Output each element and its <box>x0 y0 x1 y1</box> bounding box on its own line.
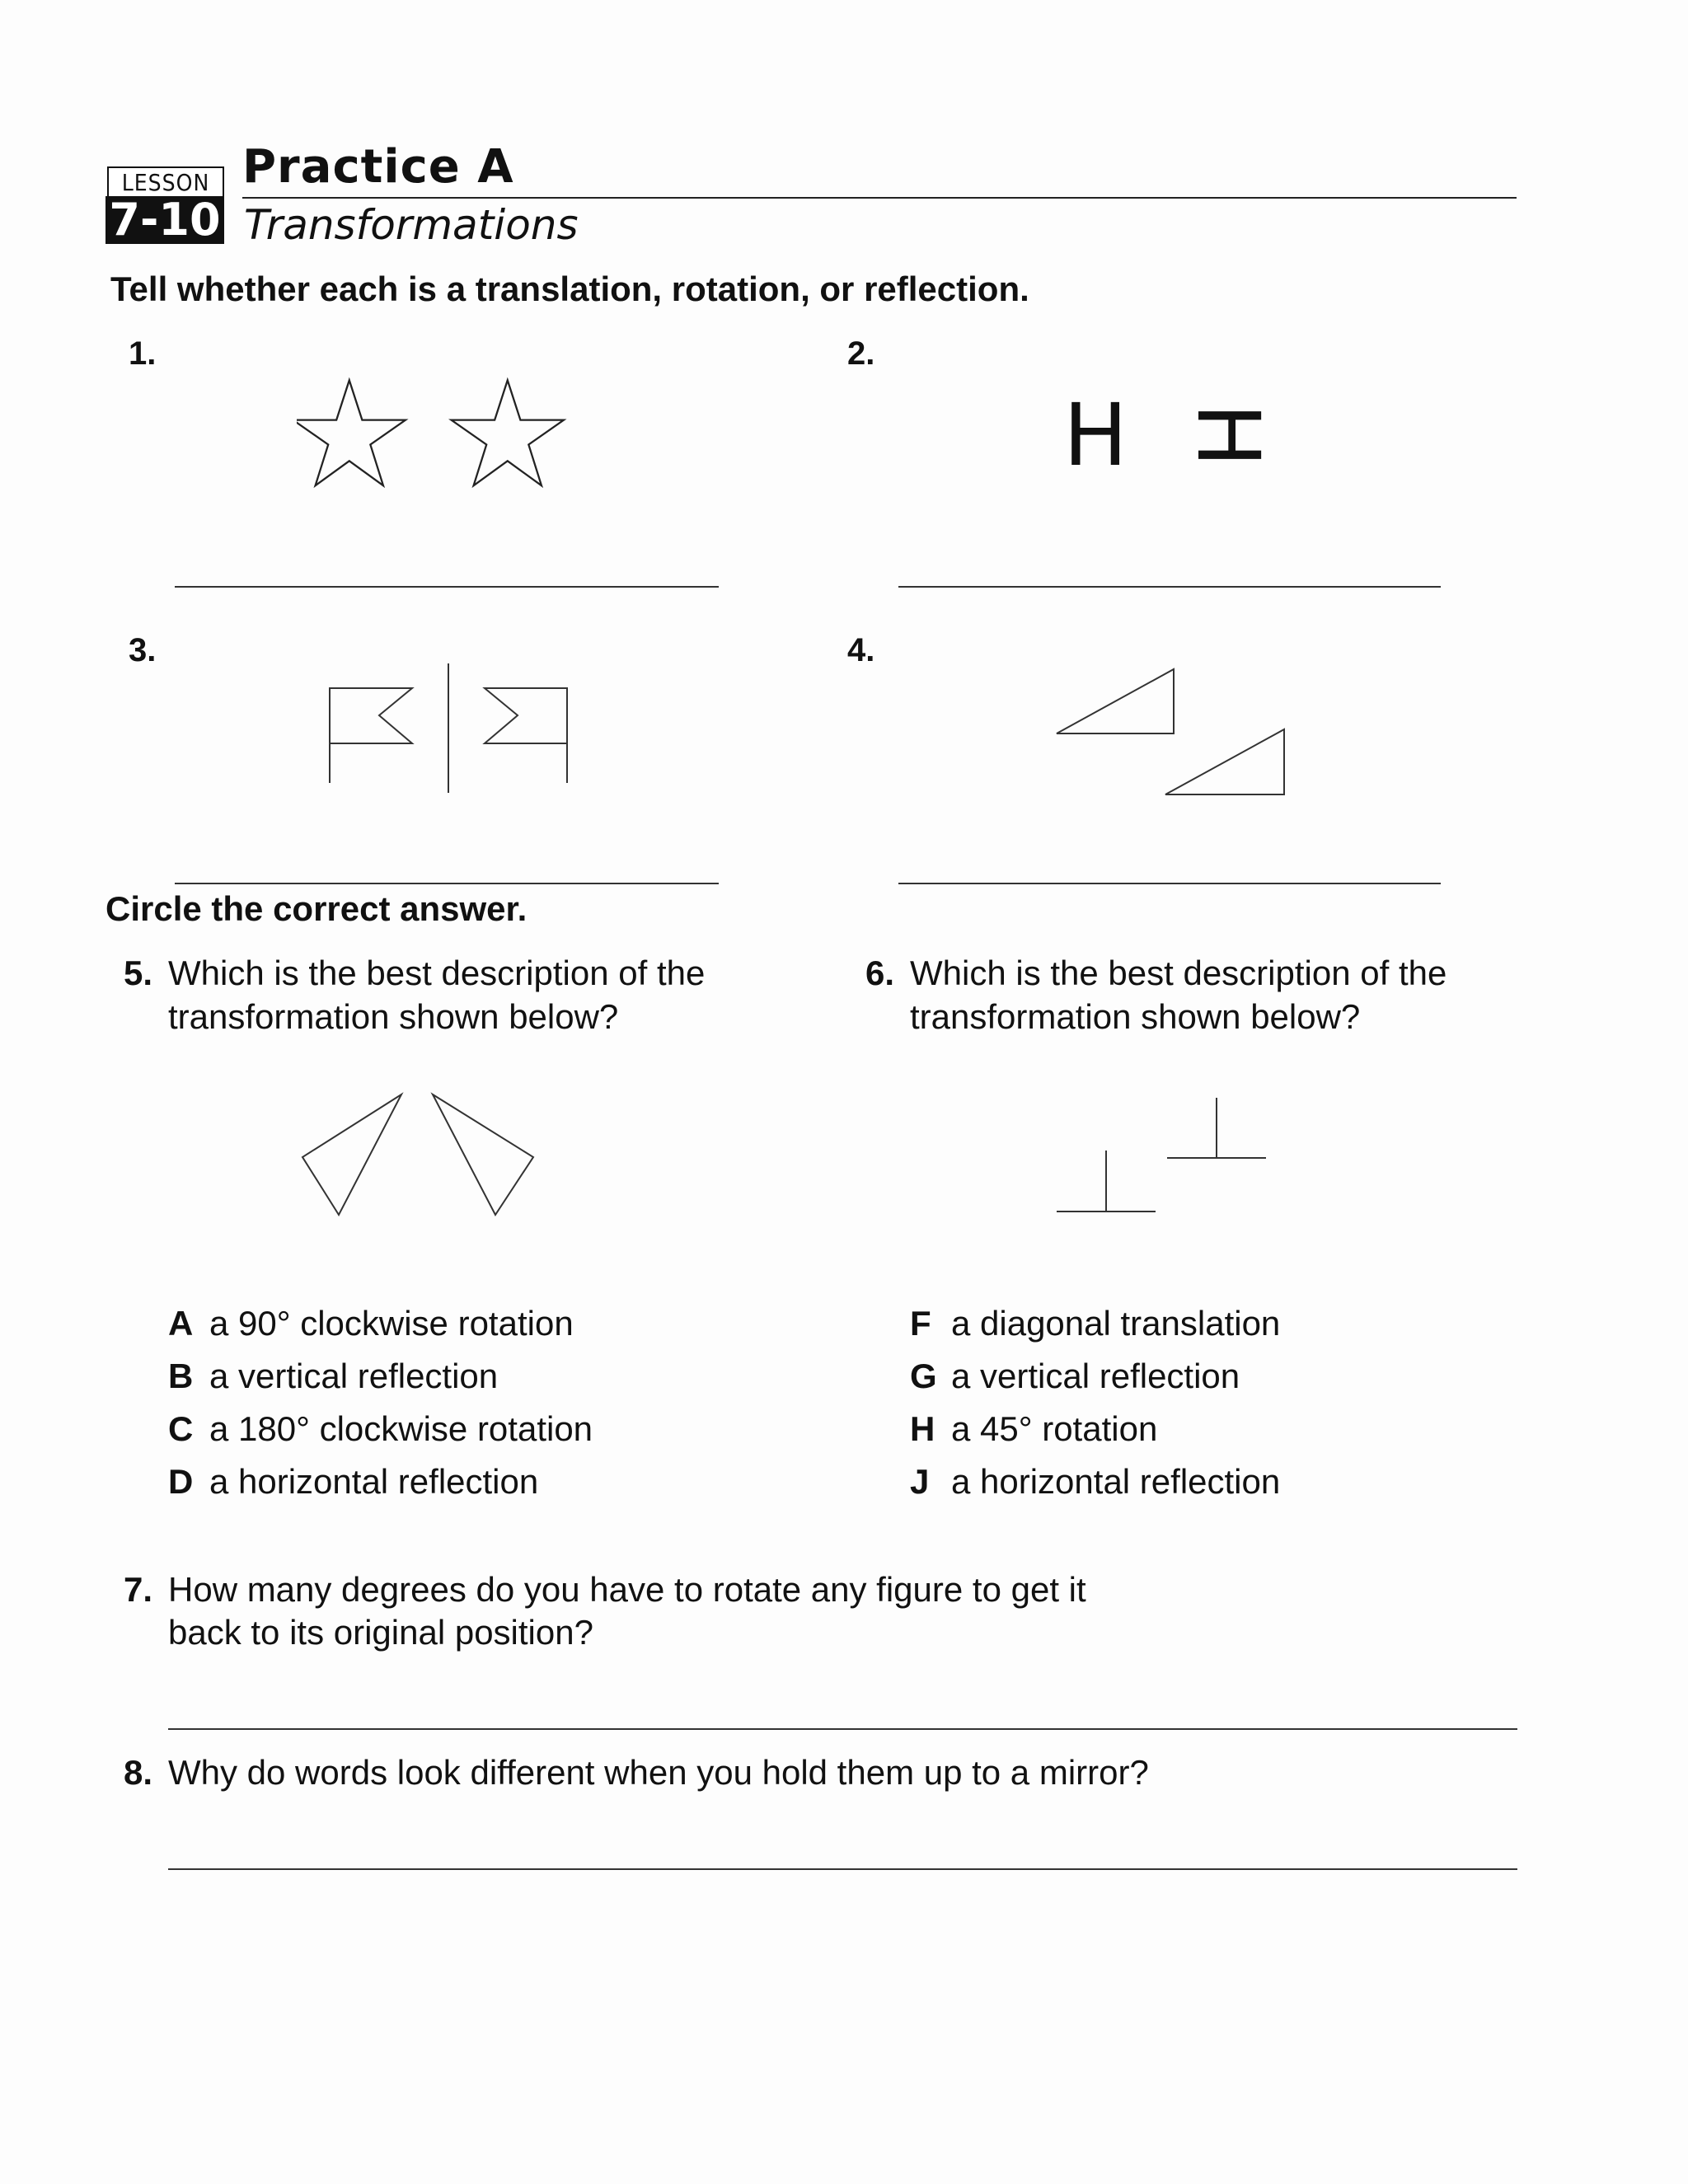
triangle-image <box>1165 729 1284 794</box>
q6-figure-image <box>1167 1098 1266 1158</box>
page-title: Practice A <box>242 140 514 194</box>
letter-h-rotated: H <box>1178 402 1278 468</box>
q6-choice-h[interactable] <box>910 1408 1157 1451</box>
q6-choice-f-letter: F <box>910 1304 931 1343</box>
question-5-line1: Which is the best description of the <box>168 954 706 992</box>
q5-triangle-right <box>433 1094 533 1215</box>
q6-choice-g[interactable] <box>910 1355 1240 1398</box>
question-6-number: 6. <box>865 954 895 992</box>
question-8-number: 8. <box>124 1753 153 1792</box>
section2-instruction: Circle the correct answer. <box>106 889 528 928</box>
flag-reflection-figure <box>321 659 577 799</box>
star-right <box>452 380 564 485</box>
q5-choice-b[interactable] <box>168 1355 498 1398</box>
section1-instruction: Tell whether each is a translation, rotation, or reflection. <box>110 269 1029 308</box>
problem-1-number: 1. <box>129 335 157 372</box>
question-6 <box>865 951 894 995</box>
q6-choice-g-letter: G <box>910 1357 937 1395</box>
question-5-number: 5. <box>124 954 153 992</box>
question-8-line1: Why do words look different when you hold them up to a mirror? <box>168 1753 1149 1792</box>
question-7-number: 7. <box>124 1570 153 1609</box>
star-translation-figure <box>297 371 593 494</box>
answer-line-7[interactable] <box>168 1728 1517 1730</box>
q6-choice-h-text: a 45° rotation <box>951 1409 1158 1448</box>
problem-2-number: 2. <box>847 335 875 372</box>
question-6-line1: Which is the best description of the <box>910 954 1447 992</box>
problem-4-number: 4. <box>847 632 875 668</box>
q5-triangle-left <box>302 1094 401 1215</box>
q5-choice-a-text: a 90° clockwise rotation <box>209 1304 574 1343</box>
q6-choice-g-text: a vertical reflection <box>951 1357 1240 1395</box>
q5-choice-c-text: a 180° clockwise rotation <box>209 1409 593 1448</box>
answer-line-4[interactable] <box>898 883 1441 884</box>
lesson-label: LESSON <box>107 166 224 199</box>
page-subtitle: Transformations <box>244 201 579 249</box>
problem-3-number: 3. <box>129 632 157 668</box>
question-6-line2: transformation shown below? <box>910 997 1361 1036</box>
q6-choice-j-letter: J <box>910 1462 930 1501</box>
q6-figure-original <box>1057 1151 1156 1212</box>
q5-choice-c-letter: C <box>168 1409 194 1448</box>
flag-right <box>485 688 567 783</box>
triangle-original <box>1057 669 1174 733</box>
triangle-translation-figure <box>1047 659 1294 808</box>
question-8 <box>124 1750 152 1794</box>
q6-choice-f-text: a diagonal translation <box>951 1304 1281 1343</box>
q5-choice-d-letter: D <box>168 1462 194 1501</box>
q5-triangles-figure <box>293 1088 540 1220</box>
question-7-line1: How many degrees do you have to rotate any figure to get it <box>168 1570 1086 1609</box>
q5-choice-d-text: a horizontal reflection <box>209 1462 539 1501</box>
answer-line-2[interactable] <box>898 586 1441 588</box>
q5-choice-b-text: a vertical reflection <box>209 1357 499 1395</box>
q5-choice-a[interactable] <box>168 1302 574 1345</box>
q5-choice-c[interactable] <box>168 1408 593 1451</box>
answer-line-1[interactable] <box>175 586 719 588</box>
letter-h-original: H <box>1063 385 1128 485</box>
q5-choice-a-letter: A <box>168 1304 194 1343</box>
q6-choice-j-text: a horizontal reflection <box>951 1462 1281 1501</box>
star-left <box>297 380 406 485</box>
question-5-line2: transformation shown below? <box>168 997 619 1036</box>
q6-choice-f[interactable] <box>910 1302 1280 1345</box>
lesson-number: 7-10 <box>106 196 224 244</box>
flag-left <box>330 688 412 783</box>
answer-line-3[interactable] <box>175 883 719 884</box>
question-7 <box>124 1568 152 1611</box>
question-5 <box>124 951 152 995</box>
q5-choice-b-letter: B <box>168 1357 194 1395</box>
q6-choice-j[interactable] <box>910 1460 1280 1503</box>
answer-line-8[interactable] <box>168 1868 1517 1870</box>
question-7-line2: back to its original position? <box>168 1613 593 1652</box>
q6-choice-h-letter: H <box>910 1409 935 1448</box>
q5-choice-d[interactable] <box>168 1460 538 1503</box>
q6-inverted-t-figure <box>1047 1088 1278 1220</box>
